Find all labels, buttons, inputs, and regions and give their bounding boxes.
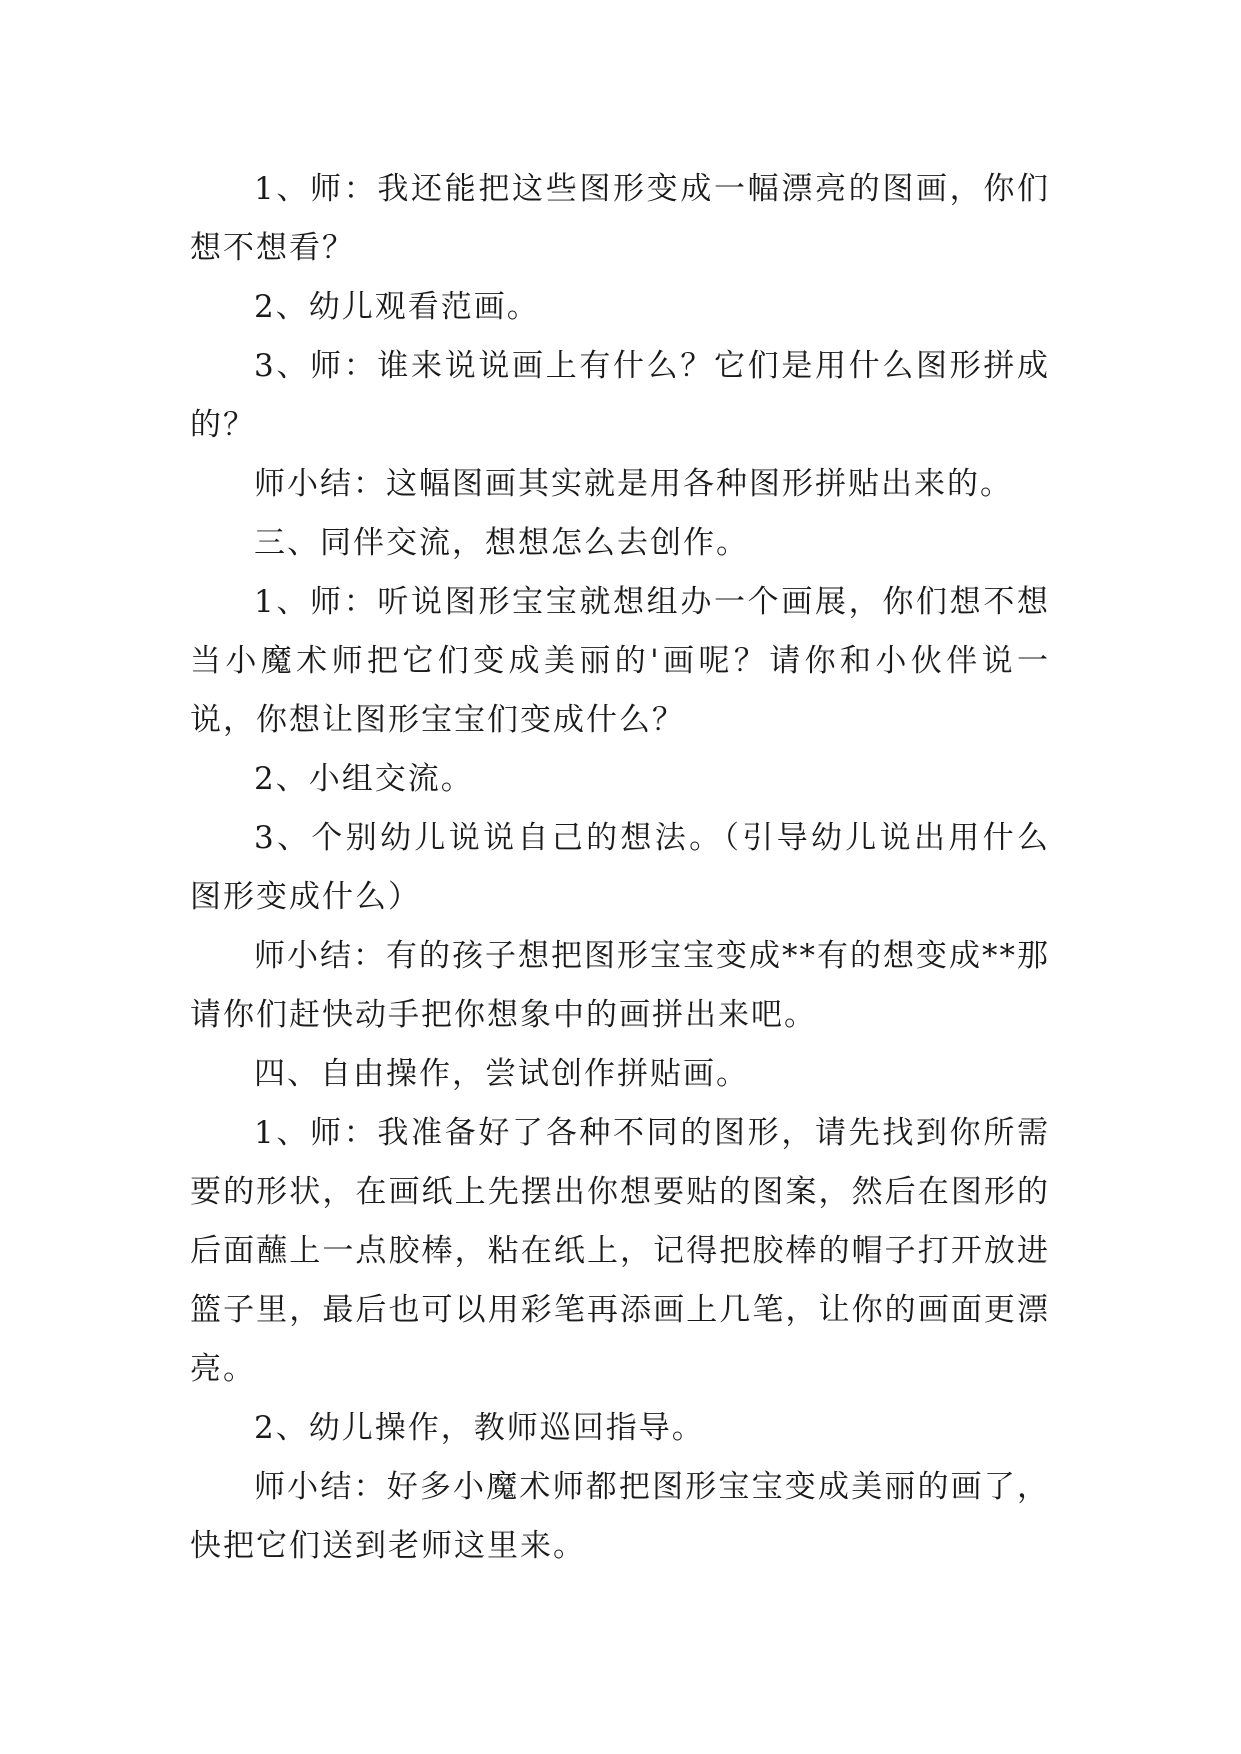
paragraph-1: 1、师：我还能把这些图形变成一幅漂亮的图画，你们想不想看？ [190, 171, 1050, 266]
paragraph-2: 2、幼儿观看范画。 [254, 289, 540, 325]
paragraph-11: 1、师：我准备好了各种不同的图形，请先找到你所需要的形状，在画纸上先摆出你想要贴的图案，然后在图形的后面蘸上一点胶棒，粘在纸上，记得把胶棒的帽子打开放进篮子里，最后也可以用彩笔再添画上几笔，让你的画面更漂亮。 [190, 1115, 1050, 1387]
paragraph-7: 2、小组交流。 [254, 761, 474, 797]
paragraph-4: 师小结：这幅图画其实就是用各种图形拼贴出来的。 [254, 466, 1013, 502]
paragraph-13: 师小结：好多小魔术师都把图形宝宝变成美丽的画了，快把它们送到老师这里来。 [190, 1469, 1050, 1564]
section-heading-3: 三、同伴交流，想想怎么去创作。 [254, 525, 749, 561]
section-heading-4: 四、自由操作，尝试创作拼贴画。 [254, 1056, 749, 1092]
paragraph-8: 3、个别幼儿说说自己的想法。（引导幼儿说出用什么图形变成什么） [190, 820, 1050, 915]
paragraph-9: 师小结：有的孩子想把图形宝宝变成**有的想变成**那请你们赶快动手把你想象中的画拼出来吧。 [190, 938, 1050, 1033]
paragraph-12: 2、幼儿操作，教师巡回指导。 [254, 1410, 705, 1446]
document-body [190, 160, 1050, 1576]
paragraph-3: 3、师：谁来说说画上有什么？它们是用什么图形拼成的？ [190, 348, 1050, 443]
paragraph-6: 1、师：听说图形宝宝就想组办一个画展，你们想不想当小魔术师把它们变成美丽的'画呢？请你和小伙伴说一说，你想让图形宝宝们变成什么？ [190, 584, 1050, 738]
